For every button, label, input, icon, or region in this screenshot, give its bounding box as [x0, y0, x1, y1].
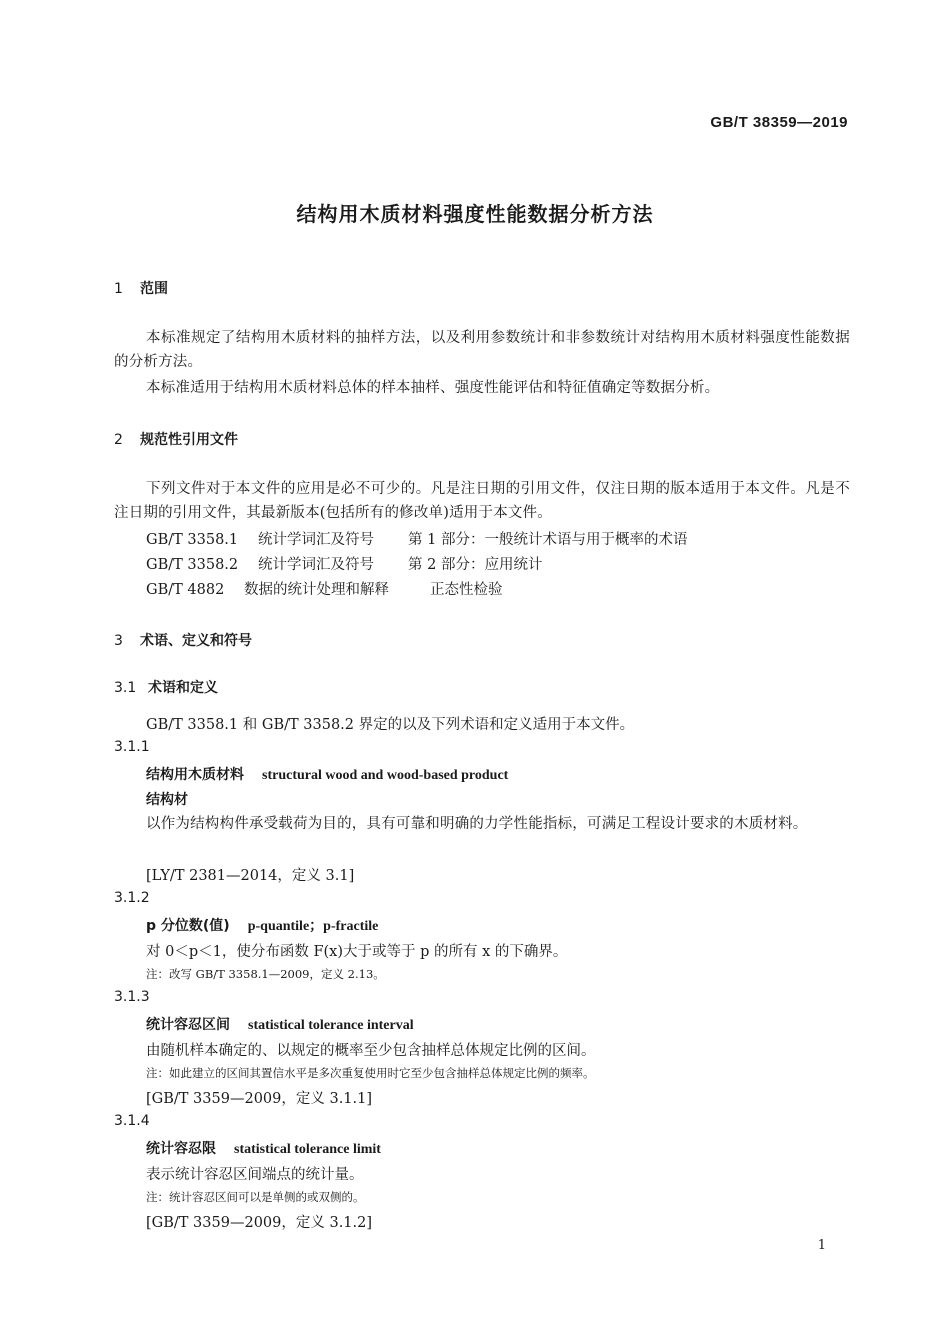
page-title: 结构用木质材料强度性能数据分析方法	[296, 202, 654, 226]
term-chinese: 结构用木质材料	[146, 767, 244, 783]
section-3-heading	[114, 630, 252, 650]
term-source: [LY/T 2381—2014，定义 3.1]	[146, 868, 355, 884]
reference-part: 第 2 部分：应用统计	[408, 557, 543, 573]
term-heading	[146, 1138, 381, 1158]
reference-part: 正态性检验	[430, 582, 503, 598]
term-number: 3.1.3	[114, 989, 150, 1005]
section-2-heading	[114, 429, 238, 449]
reference-title: 统计学词汇及符号	[258, 532, 374, 548]
term-definition: 对 0＜p＜1，使分布函数 F(x)大于或等于 p 的所有 x 的下确界。	[146, 944, 568, 960]
term-note: 注：统计容忍区间可以是单侧的或双侧的。	[146, 1190, 365, 1204]
reference-code: GB/T 3358.2	[146, 557, 239, 573]
term-source: [GB/T 3359—2009，定义 3.1.2]	[146, 1215, 373, 1231]
section-label: 规范性引用文件	[140, 432, 238, 448]
term-chinese: 统计容忍限	[146, 1141, 216, 1157]
term-english: structural wood and wood-based product	[262, 768, 509, 783]
section-number: 1	[114, 281, 123, 297]
term-english: p-quantile；p-fractile	[247, 919, 379, 934]
normative-paragraph: 下列文件对于本文件的应用是必不可少的。凡是注日期的引用文件，仅注日期的版本适用于本文件。凡是不注日期的引用文件，其最新版本(包括所有的修改单)适用于本文件。	[114, 481, 850, 521]
term-note: 注：如此建立的区间其置信水平是多次重复使用时它至少包含抽样总体规定比例的频率。	[146, 1066, 595, 1080]
scope-paragraph-1: 本标准规定了结构用木质材料的抽样方法，以及利用参数统计和非参数统计对结构用木质材料强度性能数据的分析方法。	[114, 330, 850, 370]
reference-code: GB/T 3358.1	[146, 532, 239, 548]
subsection-number: 3.1	[114, 680, 137, 696]
standard-code: GB/T 38359—2019	[710, 114, 848, 131]
term-number: 3.1.4	[114, 1113, 150, 1129]
reference-title: 统计学词汇及符号	[258, 557, 374, 573]
term-heading	[146, 1014, 414, 1034]
page-number: 1	[817, 1238, 826, 1253]
reference-item	[146, 528, 687, 549]
reference-item	[146, 578, 503, 599]
scope-paragraph-2: 本标准适用于结构用木质材料总体的样本抽样、强度性能评估和特征值确定等数据分析。	[146, 380, 720, 396]
subsection-label: 术语和定义	[148, 680, 218, 696]
section-label: 范围	[140, 281, 168, 297]
term-synonym: 结构材	[146, 792, 188, 808]
section-number: 3	[114, 633, 123, 649]
term-note: 注：改写 GB/T 3358.1—2009，定义 2.13。	[146, 967, 385, 981]
term-source: [GB/T 3359—2009，定义 3.1.1]	[146, 1091, 373, 1107]
reference-title: 数据的统计处理和解释	[244, 582, 389, 598]
term-english: statistical tolerance interval	[248, 1018, 414, 1033]
term-number: 3.1.1	[114, 739, 150, 755]
reference-part: 第 1 部分：一般统计术语与用于概率的术语	[408, 532, 688, 548]
term-heading	[146, 764, 508, 784]
section-number: 2	[114, 432, 123, 448]
term-definition: 表示统计容忍区间端点的统计量。	[146, 1167, 364, 1183]
term-chinese: 统计容忍区间	[146, 1017, 230, 1033]
term-english: statistical tolerance limit	[234, 1142, 381, 1157]
terms-intro: GB/T 3358.1 和 GB/T 3358.2 界定的以及下列术语和定义适用于本文件。	[146, 717, 635, 733]
term-definition: 以作为结构构件承受载荷为目的，具有可靠和明确的力学性能指标，可满足工程设计要求的木质材料。	[146, 816, 808, 832]
reference-code: GB/T 4882	[146, 582, 225, 598]
term-heading	[146, 915, 378, 935]
term-definition: 由随机样本确定的、以规定的概率至少包含抽样总体规定比例的区间。	[146, 1043, 596, 1059]
subsection-3-1-heading	[114, 677, 218, 697]
reference-item	[146, 553, 542, 574]
term-chinese: p 分位数(值)	[146, 918, 230, 934]
section-label: 术语、定义和符号	[140, 633, 252, 649]
section-1-heading	[114, 278, 168, 298]
term-number: 3.1.2	[114, 890, 150, 906]
